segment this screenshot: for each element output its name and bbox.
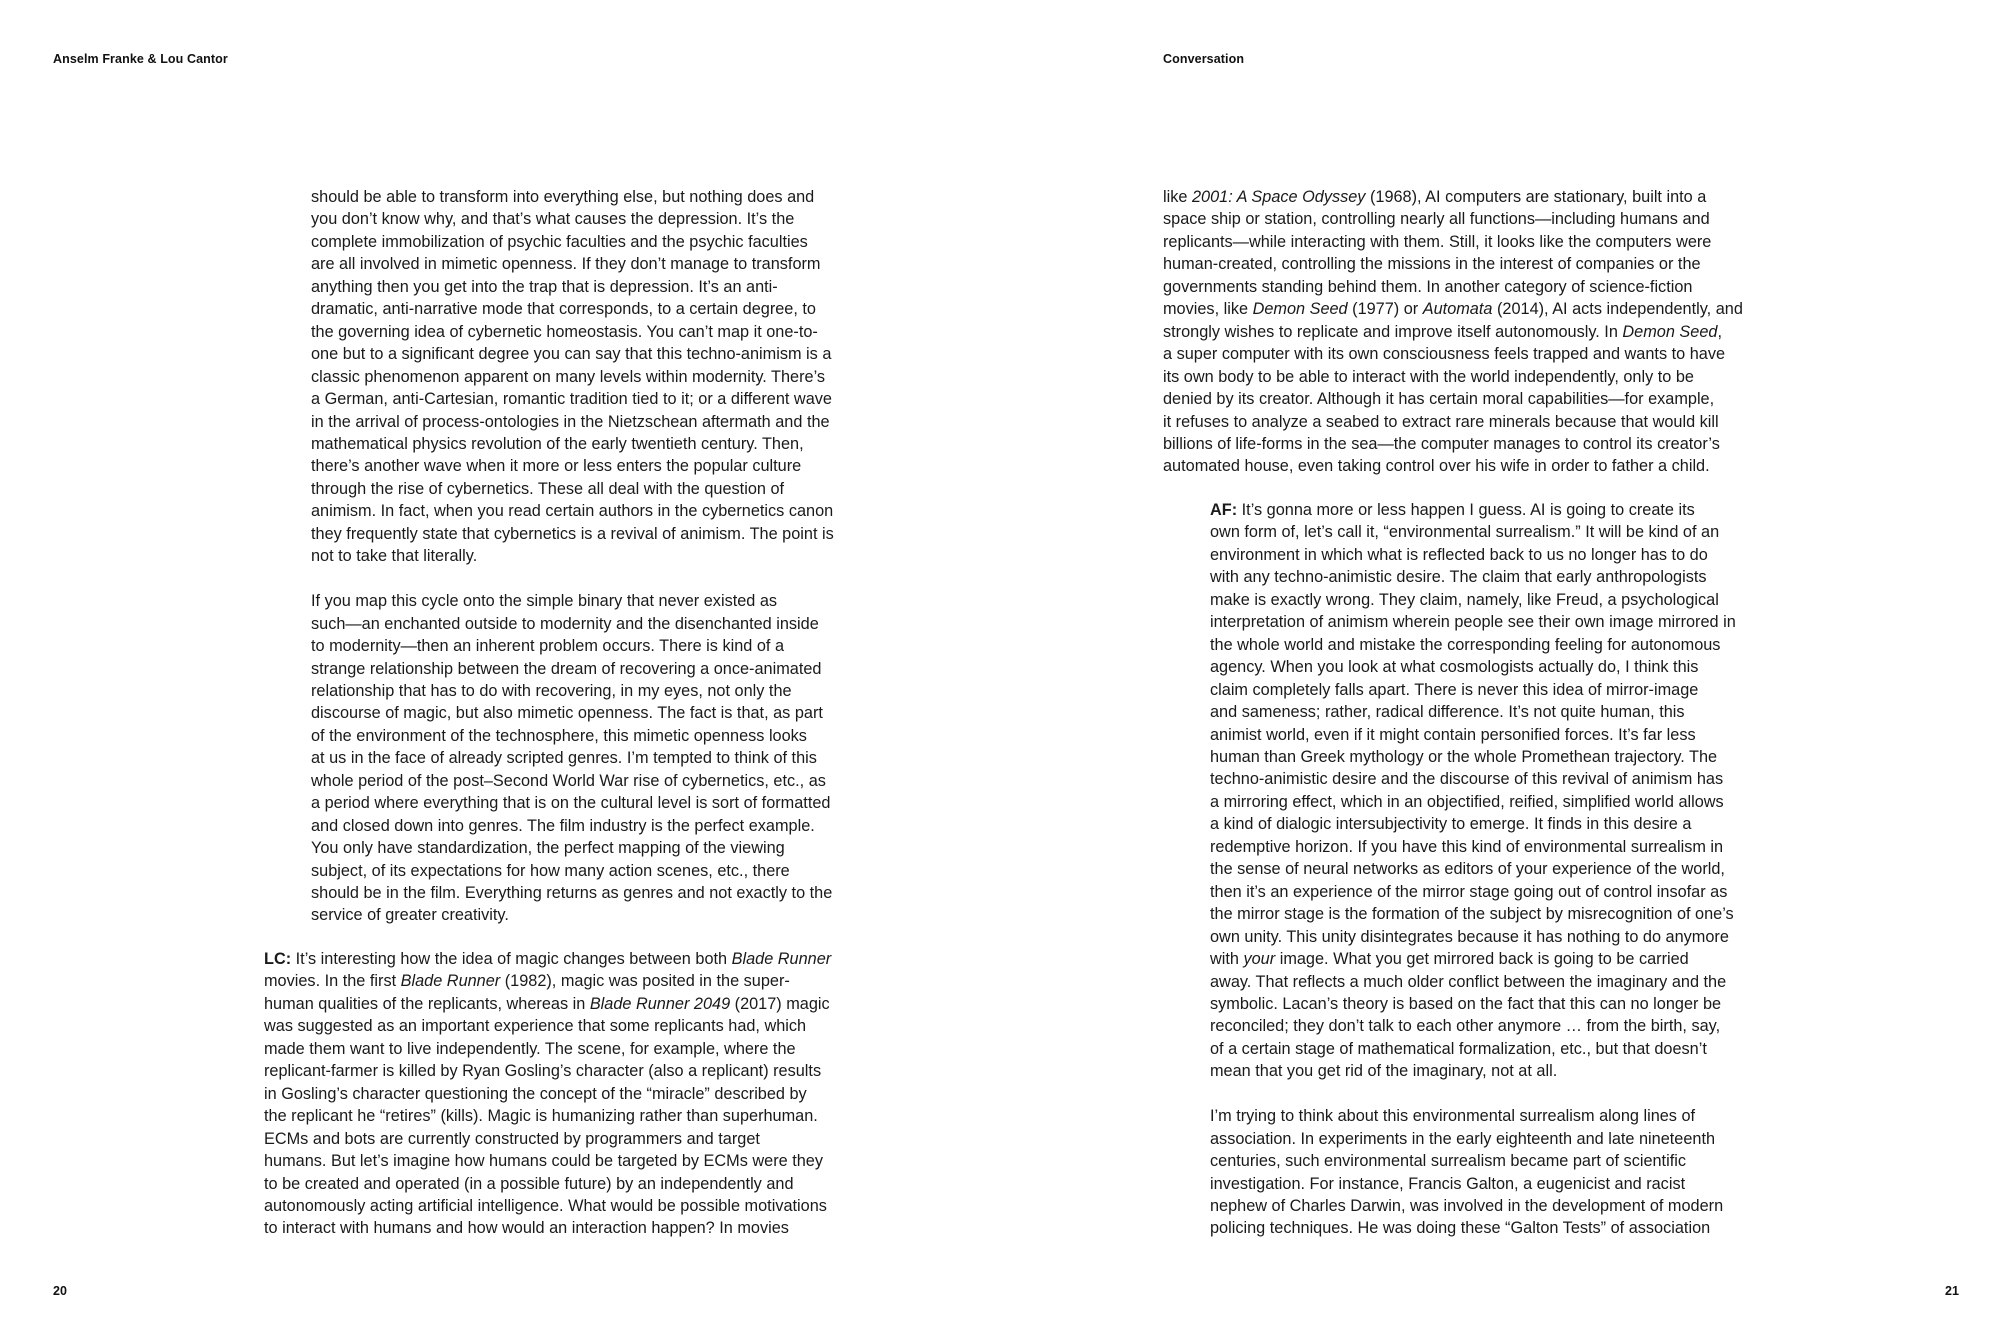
text-line: reconciled; they don’t talk to each other anymore … from the birth, say, — [1210, 1017, 1721, 1036]
text-line: a kind of dialogic intersubjectivity to emerge. It finds in this desire a — [1210, 815, 1692, 834]
page-number-left: 20 — [53, 1284, 67, 1298]
text-run: (1968), AI computers are stationary, built into a — [1365, 188, 1707, 206]
text-line: automated house, even taking control over his wife in order to father a child. — [1163, 457, 1710, 476]
text-line: its own body to be able to interact with the world independently, only to be — [1163, 367, 1694, 386]
text-line: anything then you get into the trap that is depression. It’s an anti- — [311, 277, 778, 296]
paragraph — [311, 186, 834, 568]
text-line: strange relationship between the dream of recovering a once-animated — [311, 659, 822, 678]
text-line: autonomously acting artificial intelligence. What would be possible motivations — [264, 1196, 827, 1215]
text-run: (1982), magic was posited in the super- — [500, 972, 790, 991]
text-line: space ship or station, controlling nearly all functions—including humans and — [1163, 210, 1710, 229]
text-line: the replicant he “retires” (kills). Magic is humanizing rather than superhuman. — [264, 1107, 818, 1126]
text-line: environment in which what is reflected back to us no longer has to do — [1210, 545, 1708, 564]
text-line: and closed down into genres. The film industry is the perfect example. — [311, 816, 815, 835]
text-line: to be created and operated (in a possible future) by an independently and — [264, 1174, 794, 1193]
lc-question-continuation — [1163, 186, 1743, 478]
text-line: a German, anti-Cartesian, romantic tradition tied to it; or a different wave — [311, 390, 832, 409]
text-line: a super computer with its own consciousness feels trapped and wants to have — [1163, 345, 1726, 364]
film-title: Demon Seed — [1622, 322, 1718, 341]
text-line — [264, 993, 831, 1015]
text-line: made them want to live independently. The scene, for example, where the — [264, 1039, 796, 1058]
text-line: You only have standardization, the perfect mapping of the viewing — [311, 839, 785, 858]
text-line: claim completely falls apart. There is never this idea of mirror-image — [1210, 680, 1699, 699]
text-run: It’s gonna more or less happen I guess. AI is going to create its — [1237, 501, 1695, 519]
text-line: away. That reflects a much older conflict between the imaginary and the — [1210, 972, 1727, 991]
text-line — [1163, 186, 1743, 208]
text-line: and sameness; rather, radical difference. It’s not quite human, this — [1210, 703, 1685, 722]
text-line: techno-animistic desire and the discourse of this revival of animism has — [1210, 770, 1724, 789]
text-line: animist world, even if it might contain personified forces. It’s far less — [1210, 725, 1696, 744]
text-line: whole period of the post–Second World War rise of cybernetics, etc., as — [311, 771, 826, 790]
text-line: should be able to transform into everything else, but nothing does and — [311, 188, 815, 206]
text-line: animism. In fact, when you read certain authors in the cybernetics canon — [311, 502, 834, 521]
text-line: through the rise of cybernetics. These all deal with the question of — [311, 479, 785, 498]
film-title: 2001: A Space Odyssey — [1191, 188, 1366, 206]
text-line: the governing idea of cybernetic homeostasis. You can’t map it one-to- — [311, 322, 818, 341]
text-line: symbolic. Lacan’s theory is based on the fact that this can no longer be — [1210, 994, 1722, 1013]
film-title: Blade Runner — [400, 972, 501, 991]
text-line: investigation. For instance, Francis Galton, a eugenicist and racist — [1210, 1174, 1686, 1193]
text-line: a mirroring effect, which in an objectified, reified, simplified world allows — [1210, 792, 1724, 811]
text-run: image. What you get mirrored back is going to be carried — [1275, 950, 1689, 969]
text-line: was suggested as an important experience that some replicants had, which — [264, 1017, 807, 1036]
text-run: movies. In the first — [264, 972, 401, 991]
text-line: should be in the film. Everything returns as genres and not exactly to the — [311, 884, 833, 903]
text-line: they frequently state that cybernetics is a revival of animism. The point is — [311, 524, 834, 543]
text-line: own form of, let’s call it, “environmental surrealism.” It will be kind of an — [1210, 523, 1720, 542]
text-line: there’s another wave when it more or less enters the popular culture — [311, 457, 802, 476]
text-line — [1210, 948, 1736, 970]
text-run: (2017) magic — [730, 994, 830, 1013]
text-line: association. In experiments in the early eighteenth and late nineteenth — [1210, 1129, 1716, 1148]
text-line: relationship that has to do with recovering, in my eyes, not only the — [311, 681, 792, 700]
text-line: with any techno-animistic desire. The claim that early anthropologists — [1210, 568, 1707, 587]
text-run: movies, like — [1163, 300, 1253, 319]
text-line: the whole world and mistake the corresponding feeling for autonomous — [1210, 635, 1721, 654]
text-line: I’m trying to think about this environmental surrealism along lines of — [1210, 1107, 1696, 1126]
speaker-label: AF: — [1210, 501, 1238, 519]
text-run: human qualities of the replicants, whereas in — [264, 994, 590, 1013]
text-line: you don’t know why, and that’s what causes the depression. It’s the — [311, 210, 795, 229]
text-line: of a certain stage of mathematical formalization, etc., but that doesn’t — [1210, 1039, 1707, 1058]
text-line: in the arrival of process-ontologies in the Nietzschean aftermath and the — [311, 412, 830, 431]
lc-question — [264, 948, 831, 1240]
text-line: the sense of neural networks as editors of your experience of the world, — [1210, 860, 1725, 879]
text-line: denied by its creator. Although it has certain moral capabilities—for example, — [1163, 390, 1715, 409]
emphasis: your — [1243, 950, 1276, 969]
text-line: mathematical physics revolution of the early twentieth century. Then, — [311, 434, 804, 453]
film-title: Blade Runner 2049 — [589, 994, 731, 1013]
text-line: are all involved in mimetic openness. If they don’t manage to transform — [311, 255, 821, 274]
text-line: to modernity—then an inherent problem occurs. There is kind of a — [311, 637, 785, 656]
left-af-continuation — [311, 186, 834, 927]
text-line: it refuses to analyze a seabed to extract rare minerals because that would kill — [1163, 412, 1719, 431]
text-line: dramatic, anti-narrative mode that corresponds, to a certain degree, to — [311, 300, 816, 319]
text-line: subject, of its expectations for how many action scenes, etc., there — [311, 861, 790, 880]
text-line: interpretation of animism wherein people see their own image mirrored in — [1210, 613, 1736, 632]
text-run: with — [1210, 950, 1244, 969]
text-line: in Gosling’s character questioning the concept of the “miracle” described by — [264, 1084, 807, 1103]
text-line — [1163, 298, 1743, 320]
text-line: human-created, controlling the missions in the interest of companies or the — [1163, 255, 1701, 274]
text-run: (2014), AI acts independently, and — [1492, 300, 1743, 319]
film-title: Automata — [1422, 300, 1493, 319]
text-line: centuries, such environmental surrealism became part of scientific — [1210, 1152, 1686, 1171]
text-run: (1977) or — [1347, 300, 1423, 319]
text-line: a period where everything that is on the cultural level is sort of formatted — [311, 794, 831, 813]
text-line: ECMs and bots are currently constructed by programmers and target — [264, 1129, 760, 1148]
text-line: human than Greek mythology or the whole Promethean trajectory. The — [1210, 747, 1718, 766]
text-line — [1210, 499, 1736, 521]
text-line: of the environment of the technosphere, this mimetic openness looks — [311, 726, 807, 745]
text-run: It’s interesting how the idea of magic changes between both — [291, 950, 732, 968]
text-line: redemptive horizon. If you have this kind of environmental surrealism in — [1210, 837, 1724, 856]
text-line: humans. But let’s imagine how humans could be targeted by ECMs were they — [264, 1152, 823, 1171]
text-line: make is exactly wrong. They claim, namely, like Freud, a psychological — [1210, 590, 1719, 609]
text-line — [1163, 321, 1743, 343]
text-line: one but to a significant degree you can say that this techno-animism is a — [311, 345, 832, 364]
text-line: mean that you get rid of the imaginary, not at all. — [1210, 1062, 1558, 1081]
text-line: the mirror stage is the formation of the subject by misrecognition of one’s — [1210, 905, 1734, 924]
paragraph — [311, 590, 834, 927]
text-line: replicants—while interacting with them. Still, it looks like the computers were — [1163, 232, 1712, 251]
text-line: classic phenomenon apparent on many levels within modernity. There’s — [311, 367, 826, 386]
text-run: , — [1717, 322, 1722, 341]
running-head-left: Anselm Franke & Lou Cantor — [53, 52, 228, 66]
text-run: like — [1163, 188, 1192, 206]
page-number-right: 21 — [1945, 1284, 1959, 1298]
text-line — [264, 970, 831, 992]
text-line: billions of life-forms in the sea—the computer manages to control its creator’s — [1163, 434, 1720, 453]
film-title: Demon Seed — [1252, 300, 1348, 319]
text-line: then it’s an experience of the mirror stage going out of control insofar as — [1210, 882, 1728, 901]
text-line: not to take that literally. — [311, 547, 478, 566]
af-answer — [1210, 499, 1736, 1240]
text-line: such—an enchanted outside to modernity and the disenchanted inside — [311, 614, 819, 633]
text-line: complete immobilization of psychic faculties and the psychic faculties — [311, 232, 808, 251]
text-line: discourse of magic, but also mimetic openness. The fact is that, as part — [311, 704, 823, 723]
text-line: policing techniques. He was doing these “Galton Tests” of association — [1210, 1219, 1711, 1238]
text-line: own unity. This unity disintegrates because it has nothing to do anymore — [1210, 927, 1729, 946]
running-head-right: Conversation — [1163, 52, 1245, 66]
text-line: nephew of Charles Darwin, was involved in the development of modern — [1210, 1197, 1724, 1216]
text-line: at us in the face of already scripted genres. I’m tempted to think of this — [311, 749, 817, 768]
text-line: agency. When you look at what cosmologists actually do, I think this — [1210, 658, 1699, 677]
text-line: governments standing behind them. In another category of science-fiction — [1163, 277, 1693, 296]
text-line: If you map this cycle onto the simple binary that never existed as — [311, 592, 778, 611]
speaker-label: LC: — [264, 950, 292, 968]
text-line: to interact with humans and how would an interaction happen? In movies — [264, 1219, 789, 1238]
text-line: replicant-farmer is killed by Ryan Gosling’s character (also a replicant) results — [264, 1062, 822, 1081]
text-line: service of greater creativity. — [311, 906, 509, 925]
text-run: strongly wishes to replicate and improve itself autonomously. In — [1163, 322, 1623, 341]
text-line — [264, 948, 831, 970]
film-title: Blade Runner — [731, 950, 832, 968]
